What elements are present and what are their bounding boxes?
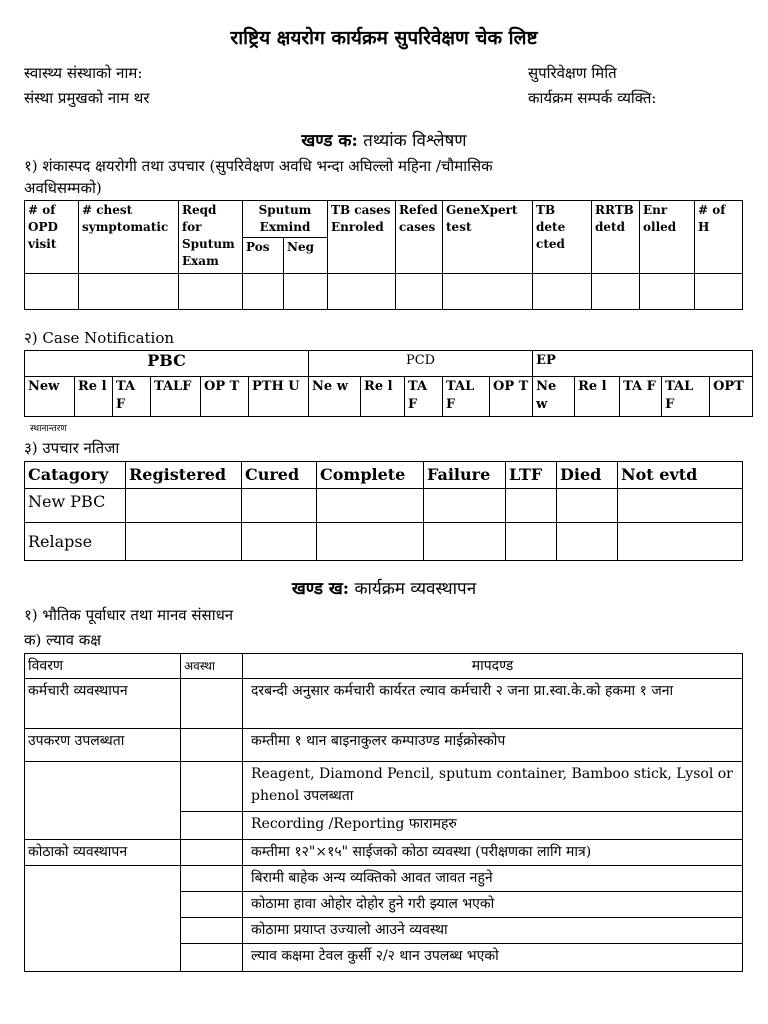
- cell-input[interactable]: [242, 523, 317, 561]
- col-pthu: PTH U: [249, 377, 309, 417]
- col-category: Catagory: [25, 462, 126, 489]
- col-rel: Re l: [361, 377, 405, 417]
- col-talf: TAL F: [443, 377, 490, 417]
- col-talf: TALF: [151, 377, 201, 417]
- q1-title-line1: १) शंकास्पद क्षयरोगी तथा उपचार (सुपरिवेक्षण अवधि भन्दा अघिल्लो महिना /चौमासिक: [24, 157, 493, 175]
- table-row: [25, 812, 743, 840]
- col-new: Ne w: [533, 377, 575, 417]
- row-item: [25, 762, 181, 812]
- status-cell[interactable]: [181, 918, 243, 944]
- status-cell[interactable]: [181, 812, 243, 840]
- suspect-tb-table: [24, 200, 743, 310]
- col-opt: OPT: [710, 377, 753, 417]
- table-row: [25, 679, 743, 729]
- section-b-sub1: १) भौतिक पूर्वाधार तथा मानव संसाधन: [24, 606, 234, 624]
- cell-input[interactable]: [79, 274, 179, 310]
- col-num-h: # of H: [695, 201, 743, 274]
- col-description: विवरण: [25, 654, 181, 679]
- row-criteria: कम्तीमा १२"×१५" साईजको कोठा व्यवस्था (परीक्षणका लागि मात्र): [243, 840, 743, 866]
- table-row: [25, 274, 743, 310]
- cell-input[interactable]: [618, 523, 743, 561]
- cell-input[interactable]: [424, 489, 506, 523]
- cell-input[interactable]: [592, 274, 640, 310]
- col-sputum-exmind: Sputum Exmind: [243, 201, 328, 238]
- cell-input[interactable]: [126, 523, 242, 561]
- supervision-date-label: सुपरिवेक्षण मिति: [528, 64, 617, 82]
- status-cell[interactable]: [181, 762, 243, 812]
- head-name-label: संस्था प्रमुखको नाम थर: [24, 89, 150, 107]
- row-item: [25, 918, 181, 944]
- col-taf: TA F: [620, 377, 662, 417]
- row-item: [25, 866, 181, 892]
- table-row: [25, 729, 743, 762]
- table-row: [25, 762, 743, 812]
- row-criteria: Reagent, Diamond Pencil, sputum container, Bamboo stick, Lysol or phenol उपलब्धता: [243, 762, 743, 812]
- row-criteria: कम्तीमा १ थान बाइनाकुलर कम्पाउण्ड माईक्रोस्कोप: [243, 729, 743, 762]
- cell-input[interactable]: [126, 489, 242, 523]
- col-opt: OP T: [201, 377, 249, 417]
- section-b-label: खण्ड ख:: [291, 579, 350, 599]
- col-complete: Complete: [317, 462, 424, 489]
- table-row: [25, 918, 743, 944]
- cell-input[interactable]: [695, 274, 743, 310]
- col-enrolled: Enr olled: [640, 201, 695, 274]
- col-pos: Pos: [243, 238, 284, 274]
- table-row: [25, 523, 743, 561]
- col-new: New: [25, 377, 75, 417]
- row-criteria: Recording /Reporting फारामहरु: [243, 812, 743, 840]
- row-item: [25, 812, 181, 840]
- col-tb-detected: TB dete cted: [533, 201, 592, 274]
- col-taf: TA F: [113, 377, 151, 417]
- cell-input[interactable]: [179, 274, 243, 310]
- status-cell[interactable]: [181, 866, 243, 892]
- row-criteria: ल्याव कक्षमा टेवल कुर्सी २/२ थान उपलब्ध भएको: [243, 944, 743, 972]
- contact-person-label: कार्यक्रम सम्पर्क व्यक्ति:: [528, 89, 657, 107]
- table-row: [25, 944, 743, 972]
- col-rrtb-detd: RRTB detd: [592, 201, 640, 274]
- row-criteria: बिरामी बाहेक अन्य व्यक्तिको आवत जावत नहुने: [243, 866, 743, 892]
- table-row: [25, 489, 743, 523]
- col-talf: TAL F: [662, 377, 710, 417]
- row-item: उपकरण उपलब्धता: [25, 729, 181, 762]
- col-cured: Cured: [242, 462, 317, 489]
- lab-room-table: [24, 653, 743, 972]
- cell-input[interactable]: [242, 489, 317, 523]
- group-pbc: PBC: [25, 351, 309, 377]
- cell-input[interactable]: [618, 489, 743, 523]
- status-cell[interactable]: [181, 840, 243, 866]
- page-title: राष्ट्रिय क्षयरोग कार्यक्रम सुपरिवेक्षण चेक लिष्ट: [230, 27, 538, 49]
- row-item: [25, 892, 181, 918]
- col-tb-enroled: TB cases Enroled: [328, 201, 396, 274]
- section-a-title: तथ्यांक विश्लेषण: [363, 131, 467, 151]
- cell-input[interactable]: [443, 274, 533, 310]
- col-refed-cases: Refed cases: [396, 201, 443, 274]
- status-cell[interactable]: [181, 729, 243, 762]
- row-item: कोठाको व्यवस्थापन: [25, 840, 181, 866]
- cell-input[interactable]: [284, 274, 328, 310]
- col-taf: TA F: [405, 377, 443, 417]
- facility-name-label: स्वास्थ्य संस्थाको नाम:: [24, 64, 143, 82]
- col-failure: Failure: [424, 462, 506, 489]
- group-ep: EP: [533, 351, 753, 377]
- cell-input[interactable]: [506, 489, 557, 523]
- cell-input[interactable]: [640, 274, 695, 310]
- cell-input[interactable]: [396, 274, 443, 310]
- group-pcd: PCD: [309, 351, 533, 377]
- table-row: [25, 866, 743, 892]
- col-rel: Re l: [575, 377, 620, 417]
- section-b-sub2: क) ल्याव कक्ष: [24, 631, 101, 649]
- col-died: Died: [557, 462, 618, 489]
- cell-input[interactable]: [243, 274, 284, 310]
- col-opt: OP T: [490, 377, 533, 417]
- col-chest-symptomatic: # chest symptomatic: [79, 201, 179, 274]
- col-opd-visit: # of OPD visit: [25, 201, 79, 274]
- row-criteria: दरबन्दी अनुसार कर्मचारी कार्यरत ल्याव कर्मचारी २ जना प्रा.स्वा.के.को हकमा १ जना: [243, 679, 743, 729]
- col-ltf: LTF: [506, 462, 557, 489]
- treatment-outcome-table: [24, 461, 743, 561]
- status-cell[interactable]: [181, 679, 243, 729]
- row-item: कर्मचारी व्यवस्थापन: [25, 679, 181, 729]
- row-new-pbc: New PBC: [25, 489, 126, 523]
- col-status: अवस्था: [181, 654, 243, 679]
- table-row: [25, 892, 743, 918]
- col-neg: Neg: [284, 238, 328, 274]
- col-rel: Re l: [75, 377, 113, 417]
- status-cell[interactable]: [181, 944, 243, 972]
- cell-input[interactable]: [317, 523, 424, 561]
- col-registered: Registered: [126, 462, 242, 489]
- table-row: [25, 840, 743, 866]
- cell-input[interactable]: [424, 523, 506, 561]
- cell-input[interactable]: [557, 523, 618, 561]
- transfer-footnote: स्थानान्तरण: [30, 424, 67, 434]
- col-reqd-sputum: Reqd for Sputum Exam: [179, 201, 243, 274]
- cell-input[interactable]: [25, 274, 79, 310]
- row-item: [25, 944, 181, 972]
- cell-input[interactable]: [328, 274, 396, 310]
- cell-input[interactable]: [506, 523, 557, 561]
- cell-input[interactable]: [317, 489, 424, 523]
- case-notification-table: [24, 350, 753, 417]
- cell-input[interactable]: [533, 274, 592, 310]
- section-b-title: कार्यक्रम व्यवस्थापन: [354, 579, 477, 599]
- col-new: Ne w: [309, 377, 361, 417]
- cell-input[interactable]: [557, 489, 618, 523]
- col-criteria: मापदण्ड: [243, 654, 743, 679]
- col-not-evtd: Not evtd: [618, 462, 743, 489]
- row-criteria: कोठामा प्रयाप्त उज्यालो आउने व्यवस्था: [243, 918, 743, 944]
- status-cell[interactable]: [181, 892, 243, 918]
- q3-title: ३) उपचार नतिजा: [24, 439, 120, 457]
- section-a-label: खण्ड क:: [301, 131, 358, 151]
- q2-title: २) Case Notification: [24, 329, 175, 347]
- row-relapse: Relapse: [25, 523, 126, 561]
- section-a-heading: [0, 128, 768, 151]
- row-criteria: कोठामा हावा ओहोर दोहोर हुने गरी झ्याल भएको: [243, 892, 743, 918]
- col-genexpert: GeneXpert test: [443, 201, 533, 274]
- section-b-heading: [0, 576, 768, 599]
- q1-title-line2: अवधिसम्मको): [24, 179, 102, 197]
